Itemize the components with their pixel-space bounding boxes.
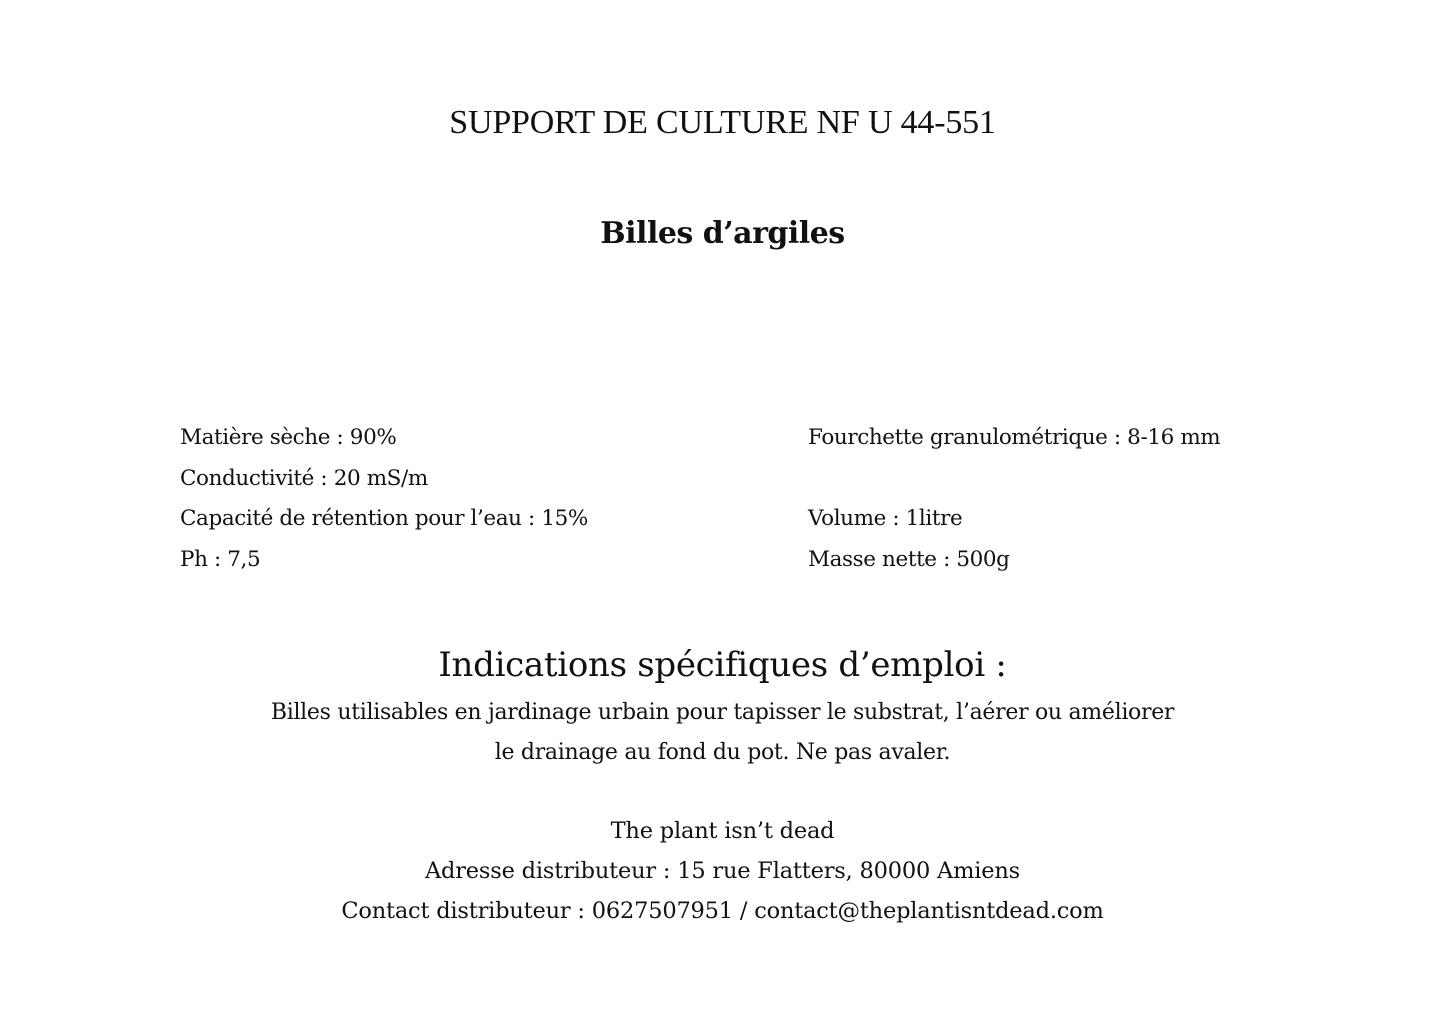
spec-volume: Volume : 1litre [808,506,963,531]
spec-grain-size: Fourchette granulométrique : 8-16 mm [808,425,1221,450]
distributor-contact: Contact distributeur : 0627507951 / contact@theplantisntdead.com [341,898,1104,924]
distributor-address: Adresse distributeur : 15 rue Flatters, 80000 Amiens [425,858,1020,884]
spec-net-mass: Masse nette : 500g [808,547,1010,572]
standard-title: SUPPORT DE CULTURE NF U 44-551 [449,104,996,141]
usage-heading: Indications spécifiques d’emploi : [438,645,1007,685]
spec-ph: Ph : 7,5 [180,547,261,572]
spec-conductivity: Conductivité : 20 mS/m [180,466,428,491]
spec-dry-matter: Matière sèche : 90% [180,425,397,450]
spec-water-retention: Capacité de rétention pour l’eau : 15% [180,506,588,531]
distributor-name: The plant isn’t dead [610,818,835,844]
usage-text-line: Billes utilisables en jardinage urbain pour tapisser le substrat, l’aérer ou améliorer [270,700,1175,725]
usage-text-line: le drainage au fond du pot. Ne pas avaler. [494,740,951,765]
product-name: Billes d’argiles [600,216,845,251]
